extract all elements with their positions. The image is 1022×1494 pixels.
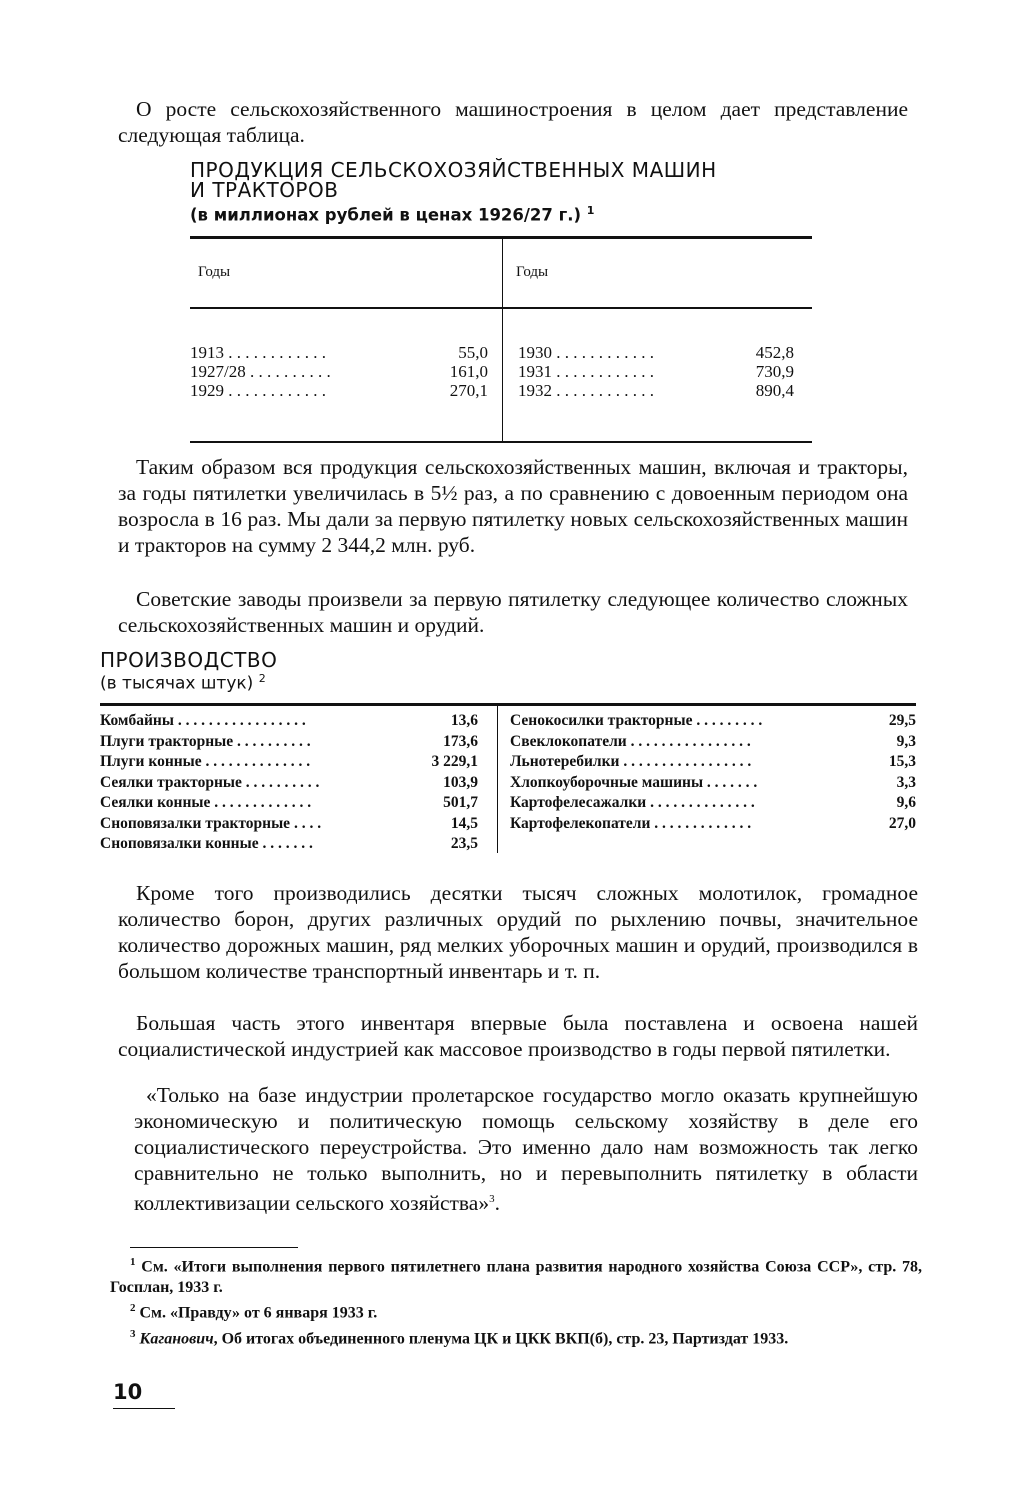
row-name: Льнотеребилки . . . . . . . . . . . . . . . . . [510, 753, 752, 770]
row-value: 501,7 [443, 794, 478, 811]
row-value: 15,3 [888, 753, 916, 770]
row-name: Картофелекопатели . . . . . . . . . . . . . [510, 814, 752, 832]
row-value: 14,5 [450, 814, 478, 832]
table-row [510, 752, 916, 773]
table-row [510, 711, 916, 732]
row-year: 1929 . . . . . . . . . . . . [190, 381, 326, 400]
footnote-mark: 1 [130, 1256, 136, 1268]
quote-text: «Только на базе индустрии пролетарское государство могло оказать крупнейшую экономическую и политическую помощь сельскому хозяйству в деле его социалистического переустройства. Это именно дало нам возможность так легко сравнительно не только выполнить, но и перевыполнить пятилетку в области коллективизации сельского хозяйства» [134, 1083, 918, 1216]
footnote-2 [110, 1298, 922, 1323]
table-row [100, 732, 478, 753]
column-header-years-right: Годы [516, 264, 549, 280]
row-name: Картофелесажалки . . . . . . . . . . . . . . [510, 794, 755, 811]
footnote-text: См. «Итоги выполнения первого пятилетнего плана развития народного хозяйства Союза ССР», стр. 78, Госплан, 1933 г. [110, 1258, 923, 1297]
row-value: 27,0 [888, 814, 916, 832]
paragraph-1: Таким образом вся продукция сельскохозяйственных машин, включая и тракторы, за годы пятилетки увеличилась в 5½ раз, а по сравнению с довоенным периодом она возросла в 16 раз. Мы дали за первую пятилетку новых сельскохозяйственных машин и тракторов на сумму 2 344,2 млн. руб. [118, 455, 908, 557]
quote-paragraph: «Только на базе индустрии пролетарское государство могло оказать крупнейшую экономическую и политическую помощь сельскому хозяйству в деле его социалистического переустройства. Это именно дало нам возможность так легко сравнительно не только выполнить, но и перевыполнить пятилетку в области коллективизации сельского хозяйства»$^3$. [134, 1083, 918, 1216]
page-number-rule [113, 1408, 175, 1409]
table-row [100, 711, 478, 732]
intro-paragraph: О росте сельскохозяйственного машиностроения в целом дает представление следующая таблица. [118, 97, 908, 147]
table-rule [190, 307, 812, 309]
production-table-1 [190, 236, 812, 443]
row-value: 23,5 [450, 835, 478, 852]
row-year: 1930 . . . . . . . . . . . . [518, 343, 654, 362]
table-row [100, 793, 478, 814]
table1-title [190, 160, 717, 200]
table-row [190, 380, 488, 402]
row-value: 103,9 [443, 773, 478, 791]
row-value: 9,6 [896, 794, 916, 811]
row-name: Плуги конные . . . . . . . . . . . . . . [100, 753, 311, 770]
table-rule [100, 703, 916, 706]
row-value: 730,9 [755, 362, 794, 381]
paragraph-3: Кроме того производились десятки тысяч сложных молотилок, громадное количество борон, других различных орудий по рыхлению почвы, значительное количество дорожных машин, ряд мелких уборочных машин и орудий, производился в большом количестве транспортный инвентарь и т. п. [118, 881, 918, 983]
footnote-3 [110, 1324, 922, 1349]
footnote-ref-2: 2 [258, 672, 266, 685]
row-year: 1931 . . . . . . . . . . . . [518, 362, 654, 381]
table-row [100, 773, 478, 794]
footnotes [110, 1252, 922, 1349]
page-number: 10 [113, 1380, 143, 1404]
row-year: 1913 . . . . . . . . . . . . [190, 343, 326, 362]
row-value: 3,3 [896, 773, 916, 791]
table1-title-line1: ПРОДУКЦИЯ СЕЛЬСКОХОЗЯЙСТВЕННЫХ МАШИН [190, 158, 717, 182]
row-name: Свеклокопатели . . . . . . . . . . . . . . . . [510, 732, 751, 750]
row-name: Сеялки конные . . . . . . . . . . . . . [100, 794, 312, 811]
footnote-ref-1: 1 [586, 204, 595, 217]
table1-subtitle-text: (в миллионах рублей в ценах 1926/27 г.) [190, 205, 582, 225]
footnote-text: , Об итогах объединенного пленума ЦК и ЦКК ВКП(б), стр. 23, Партиздат 1933. [213, 1329, 789, 1347]
row-value: 9,3 [896, 732, 916, 750]
row-value: 3 229,1 [431, 753, 478, 770]
row-name: Комбайны . . . . . . . . . . . . . . . . . [100, 712, 306, 729]
table-row [510, 732, 916, 753]
table1-subtitle [190, 204, 594, 225]
row-year: 1932 . . . . . . . . . . . . [518, 381, 654, 400]
footnote-mark: 3 [130, 1327, 136, 1340]
row-name: Сноповязалки тракторные . . . . [100, 814, 322, 832]
table1-title-line2: И ТРАКТОРОВ [190, 178, 339, 202]
row-year: 1927/28 . . . . . . . . . . [190, 362, 331, 381]
table-row [100, 752, 478, 773]
column-header-years-left: Годы [198, 264, 231, 280]
table-row [100, 834, 478, 855]
paragraph-4: Большая часть этого инвентаря впервые была поставлена и освоена нашей социалистической индустрией как массовое производство в годы первой пятилетки. [118, 1011, 918, 1061]
row-value: 13,6 [450, 712, 478, 729]
table-row [510, 814, 916, 835]
row-value: 452,8 [755, 343, 794, 362]
column-divider [497, 706, 498, 853]
footnote-ref-3: 3 [489, 1193, 495, 1205]
row-value: 890,4 [755, 381, 794, 400]
paragraph-2: Советские заводы произвели за первую пятилетку следующее количество сложных сельскохозяйственных машин и орудий. [118, 587, 908, 637]
row-value: 29,5 [888, 712, 916, 729]
row-name: Сеялки тракторные . . . . . . . . . . [100, 773, 320, 791]
row-value: 55,0 [458, 343, 488, 362]
table-rule [190, 441, 812, 443]
table-rule [190, 236, 812, 239]
footnote-text: См. «Правду» от 6 января 1933 г. [139, 1304, 378, 1322]
row-value: 270,1 [449, 381, 488, 400]
footnote-1 [110, 1252, 922, 1298]
production-table-2 [100, 703, 916, 853]
table2-subtitle-text: (в тысячах штук) [100, 673, 254, 694]
table2-title: ПРОИЗВОДСТВО [100, 648, 278, 672]
row-name: Хлопкоуборочные машины . . . . . . . [510, 773, 758, 791]
table2-subtitle [100, 672, 266, 694]
row-name: Плуги тракторные . . . . . . . . . . [100, 732, 311, 750]
footnote-author: Каганович [139, 1329, 214, 1347]
footnote-separator [130, 1247, 298, 1248]
table-row [518, 380, 794, 402]
table-row [510, 793, 916, 814]
row-value: 173,6 [443, 732, 478, 750]
table-row [510, 773, 916, 794]
footnote-mark: 2 [130, 1302, 136, 1315]
row-value: 161,0 [449, 362, 488, 381]
row-name: Сноповязалки конные . . . . . . . [100, 835, 313, 852]
row-name: Сенокосилки тракторные . . . . . . . . . [510, 712, 763, 729]
table-row [100, 814, 478, 835]
column-divider [502, 239, 503, 441]
